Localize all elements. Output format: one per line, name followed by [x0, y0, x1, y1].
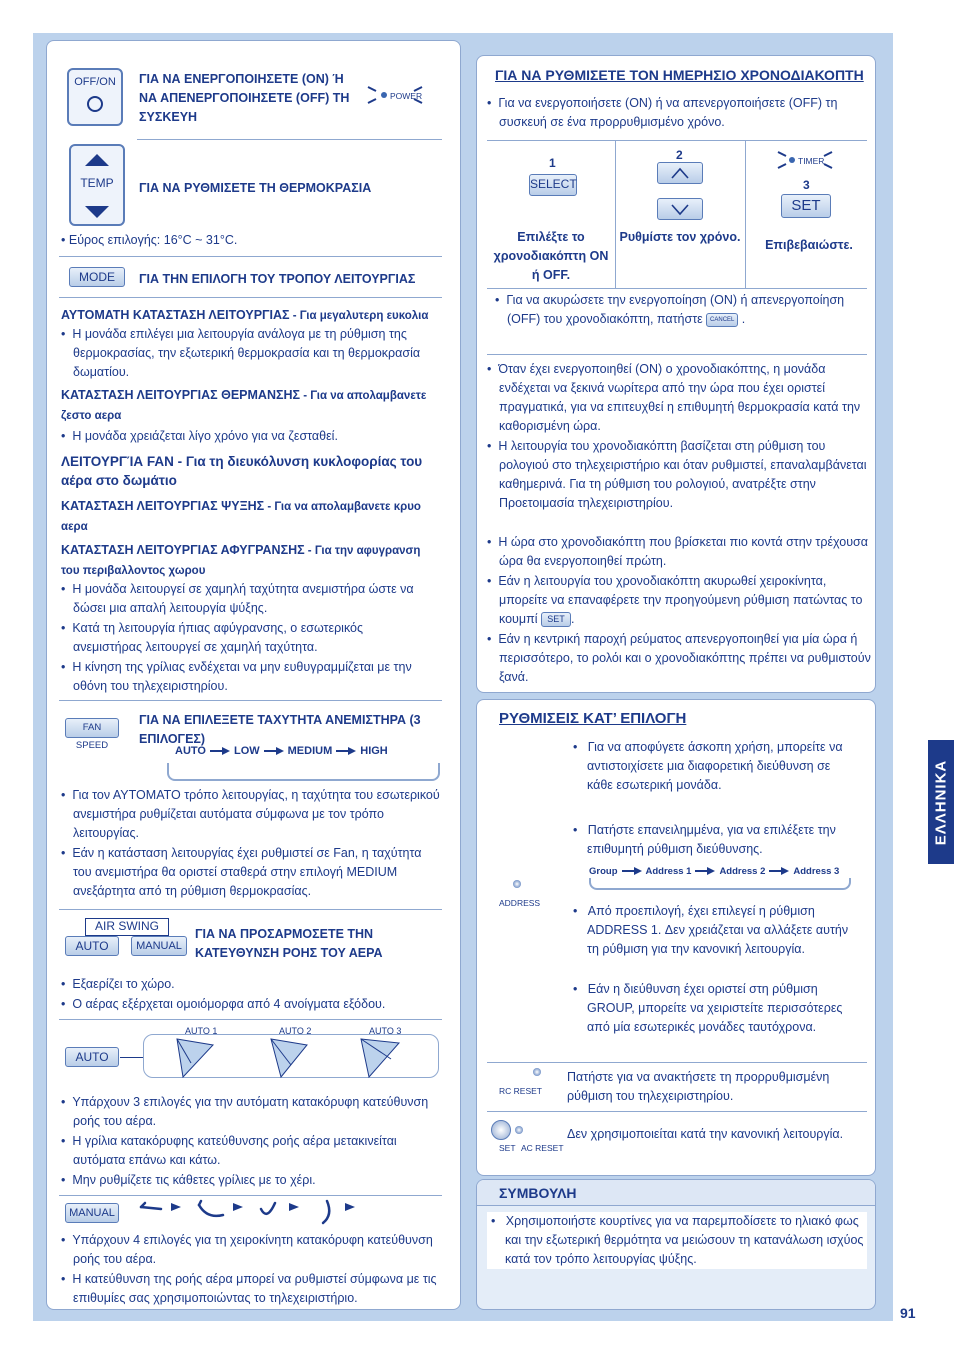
divider	[487, 354, 867, 355]
cool-mode-section: ΚΑΤΑΣΤΑΣΗ ΛΕΙΤΟΥΡΓΙΑΣ ΨΥΞΗΣ - Για να απολαμβανετε κρυο αερα	[61, 499, 421, 533]
address-note-1: • Για να αποφύγετε άσκοπη χρήση, μπορείτε να αντιστοιχίσετε μια διαφορετική διεύθυνση σε κάθε εσωτερική μονάδα.	[573, 740, 843, 792]
heat-mode-section: ΚΑΤΑΣΤΑΣΗ ΛΕΙΤΟΥΡΓΙΑΣ ΘΕΡΜΑΝΣΗΣ - Για να απολαμβανετε ζεστο αερα	[61, 388, 427, 422]
fan-mode-section: ΛΕΙΤΟΥΡΓΊΑ FAN - Για τη διευκόλυνση κυκλοφορίας του αέρα στο δωμάτιο	[61, 454, 423, 488]
divider	[59, 1195, 442, 1196]
ac-reset-button-icon[interactable]	[515, 1126, 523, 1134]
address-note-2: • Πατήστε επανειλημμένα, για να επιλέξετε την επιθυμητή ρύθμιση διεύθυνσης.	[573, 823, 836, 856]
address-sequence: Group Address 1 Address 2 Address 3	[589, 866, 840, 877]
step-3-text: Επιβεβαιώστε.	[765, 238, 853, 252]
air-swing-bullet-1: • Εξαερίζει το χώρο.	[61, 977, 175, 991]
divider	[487, 1062, 867, 1063]
divider	[59, 909, 442, 910]
auto-2-flow-icon	[267, 1037, 315, 1081]
step-2-text: Ρυθμίστε τον χρόνο.	[619, 230, 741, 244]
address-label: ADDRESS	[499, 898, 541, 908]
fan-speed-bullet-2: • Εάν η κατάσταση λειτουργίας έχει ρυθμιστεί σε Fan, η ταχύτητα του ανεμιστήρα θα οριστεί σταθερά στην επιλογή MEDIUM ανεξάρτητα από τη ρύθμιση θερμοκρασίας.	[61, 846, 422, 898]
heat-mode-bullet: • Η μονάδα χρειάζεται λίγο χρόνο για να ζεσταθεί.	[61, 429, 338, 443]
left-column	[46, 40, 461, 1310]
rc-reset-button-icon[interactable]	[533, 1068, 541, 1076]
mode-button[interactable]: MODE	[69, 267, 125, 287]
dry-mode-section: ΚΑΤΑΣΤΑΣΗ ΛΕΙΤΟΥΡΓΙΑΣ ΑΦΥΓΡΑΝΣΗΣ - Για την αφυγρανση του περιβαλλοντος χωρου	[61, 543, 421, 577]
dry-bullet-3: • Η κίνηση της γρίλιας ενδέχεται να μην ευθυγραμμίζεται με την οθόνη του τηλεχειριστηρίου.	[61, 660, 412, 693]
power-label: POWER	[390, 91, 423, 101]
temp-up-icon[interactable]	[85, 154, 109, 166]
temp-button-label: TEMP	[80, 176, 114, 190]
divider	[487, 1111, 867, 1112]
temp-button-frame	[69, 144, 125, 226]
divider	[487, 140, 867, 141]
timer-note-5: • Εάν η κεντρική παροχή ρεύματος απενεργοποιηθεί για μία ώρα ή περισσότερο, το ρολόι και ο χρονοδιακόπτης πρέπει να ρυθμιστούν ξανά.	[487, 632, 871, 684]
power-icon	[87, 96, 103, 112]
manual-swing-bullet-1: • Υπάρχουν 4 επιλογές για τη χειροκίνητη κατακόρυφη κατεύθυνση ροής του αέρα.	[61, 1233, 433, 1266]
set-reset-knob-icon[interactable]	[491, 1120, 511, 1140]
manual-swing-bullet-2: • Η κατεύθυνση της ροής αέρα μπορεί να ρυθμιστεί σύμφωνα με τις επιθυμίες σας χρησιμοποιώντας το τηλεχειριστήριο.	[61, 1272, 437, 1305]
divider	[59, 297, 442, 298]
dry-bullet-2: • Κατά τη λειτουργία ήπιας αφύγρανσης, ο εσωτερικός ανεμιστήρας λειτουργεί σε χαμηλή ταχύτητα.	[61, 621, 364, 654]
address-note-3: • Από προεπιλογή, έχει επιλεγεί η ρύθμιση ADDRESS 1. Δεν χρειάζεται να αλλάξετε αυτήν τη ρύθμιση για την κανονική λειτουργία.	[573, 904, 849, 956]
step-1-number: 1	[549, 156, 556, 170]
air-swing-heading: ΓΙΑ ΝΑ ΠΡΟΣΑΡΜΟΣΕΤΕ ΤΗΝ ΚΑΤΕΥΘΥΝΣΗ ΡΟΗΣ ΤΟΥ ΑΕΡΑ	[195, 927, 383, 960]
manual-swing-positions-icon	[137, 1197, 377, 1225]
dry-bullet-1: • Η μονάδα λειτουργεί σε χαμηλή ταχύτητα ανεμιστήρα ώστε να δώσει μια απαλή λειτουργία ψύξης.	[61, 582, 414, 615]
auto-swing-bullet-3: • Μην ρυθμίζετε τις κάθετες γρίλιες με το χέρι.	[61, 1173, 316, 1187]
auto-swing-bullet-2: • Η γρίλια κατακόρυφης κατεύθυνσης ροής αέρα μετακινείται αυτόματα επάνω και κάτω.	[61, 1134, 397, 1167]
divider	[487, 288, 867, 289]
auto-1-label: AUTO 1	[185, 1026, 218, 1036]
manual-swing-button[interactable]: MANUAL	[65, 1203, 119, 1223]
time-up-button[interactable]	[657, 162, 703, 184]
divider	[745, 140, 746, 288]
divider	[59, 1019, 442, 1020]
onoff-button[interactable]: OFF/ON	[74, 76, 116, 88]
fan-speed-loop	[167, 763, 440, 781]
divider	[59, 700, 442, 701]
select-button[interactable]: SELECT	[529, 174, 577, 196]
temp-range: • Εύρος επιλογής: 16°C ~ 31°C.	[61, 233, 238, 247]
fan-speed-bullet-1: • Για τον ΑΥΤΟΜΑΤΟ τρόπο λειτουργίας, η ταχύτητα του εσωτερικού ανεμιστήρα ρυθμίζεται αυτόματα σύμφωνα με τον τρόπο λειτουργίας.	[61, 788, 440, 840]
temp-down-icon[interactable]	[85, 206, 109, 218]
auto-swing-button[interactable]: AUTO	[65, 1047, 119, 1067]
timer-note-4: • Εάν η λειτουργία του χρονοδιακόπτη ακυρωθεί χειροκίνητα, μπορείτε να επαναφέρετε την προηγούμενη ρύθμιση πατώντας το κουμπί SET .	[487, 574, 863, 626]
auto-mode-bullet: • Η μονάδα επιλέγει μια λειτουργία ανάλογα με τη ρύθμιση της θερμοκρασίας, την εξωτερική θερμοκρασία και τη θερμοκρασία δωματίου.	[61, 327, 421, 379]
tip-section	[476, 1179, 876, 1310]
onoff-heading: ΓΙΑ ΝΑ ΕΝΕΡΓΟΠΟΙΗΣΕΤΕ (ON) Ή ΝΑ ΑΠΕΝΕΡΓΟΠΟΙΗΣΕΤΕ (OFF) ΤΗ ΣΥΣΚΕΥΗ	[139, 72, 350, 124]
air-swing-label: AIR SWING	[85, 918, 169, 936]
divider	[59, 256, 442, 257]
air-swing-bullet-2: • Ο αέρας εξέρχεται ομοιόμορφα από 4 ανοίγματα εξόδου.	[61, 997, 386, 1011]
address-button-icon[interactable]	[513, 880, 521, 888]
connector	[120, 1057, 143, 1058]
timer-note-2: • Η λειτουργία του χρονοδιακόπτη βασίζεται στη ρύθμιση του ρολογιού στο τηλεχειριστήριο και όταν ρυθμιστεί, επαναλαμβάνεται καθημερινά. Για τη ρύθμιση του ρολογιού, ανατρέξτε στην Προετοιμασία τηλεχειριστηρίου.	[487, 439, 867, 510]
optional-heading: ΡΥΘΜΙΣΕΙΣ ΚΑΤ’ ΕΠΙΛΟΓΗ	[499, 710, 687, 727]
set-button-inline[interactable]: SET	[541, 612, 571, 627]
chevron-down-icon	[670, 202, 690, 216]
ac-reset-text: Δεν χρησιμοποιείται κατά την κανονική λειτουργία.	[567, 1127, 844, 1141]
timer-note-3: • Η ώρα στο χρονοδιακόπτη που βρίσκεται πιο κοντά στην τρέχουσα ώρα θα ενεργοποιηθεί πρώτη.	[487, 535, 868, 568]
air-swing-auto-button[interactable]: AUTO	[65, 936, 119, 956]
auto-1-flow-icon	[173, 1037, 221, 1081]
step-1-text: Επιλέξτε το χρονοδιακόπτη ON ή OFF.	[493, 230, 609, 282]
timer-heading: ΓΙΑ ΝΑ ΡΥΘΜΙΣΕΤΕ ΤΟΝ ΗΜΕΡΗΣΙΟ ΧΡΟΝΟΔΙΑΚΟΠΤΗ	[495, 67, 864, 83]
ac-reset-label: AC RESET	[521, 1143, 564, 1153]
tip-heading: ΣΥΜΒΟΥΛΗ	[499, 1185, 577, 1201]
auto-swing-bullet-1: • Υπάρχουν 3 επιλογές για την αυτόματη κατακόρυφη κατεύθυνση ροής του αέρα.	[61, 1095, 429, 1128]
rc-reset-label: RC RESET	[499, 1086, 542, 1096]
auto-3-label: AUTO 3	[369, 1026, 402, 1036]
fan-speed-heading: ΓΙΑ ΝΑ ΕΠΙΛΕΞΕΤΕ ΤΑΧΥΤΗΤΑ ΑΝΕΜΙΣΤΗΡΑ (3 ΕΠΙΛΟΓΕΣ)	[139, 713, 421, 746]
fan-speed-sequence: AUTO LOW MEDIUM HIGH	[175, 745, 388, 757]
set-button[interactable]: SET	[781, 194, 831, 218]
cancel-button[interactable]: CANCEL	[706, 313, 738, 327]
page-background	[33, 33, 893, 1321]
divider	[615, 140, 616, 288]
fan-speed-button[interactable]: FAN SPEED	[65, 718, 119, 738]
divider	[137, 139, 442, 140]
cancel-instruction: • Για να ακυρώσετε την ενεργοποίηση (ON) ή απενεργοποίηση (OFF) του χρονοδιακόπτη, πατήστε CANCEL .	[495, 293, 845, 326]
time-down-button[interactable]	[657, 198, 703, 220]
temp-heading: ΓΙΑ ΝΑ ΡΥΘΜΙΣΕΤΕ ΤΗ ΘΕΡΜΟΚΡΑΣΙΑ	[139, 181, 372, 195]
address-note-4: • Εάν η διεύθυνση έχει οριστεί στη ρύθμιση GROUP, μπορείτε να χειριστείτε περισσότερες από μία εσωτερικές μονάδες ταυτόχρονα.	[573, 982, 843, 1034]
air-swing-manual-button[interactable]: MANUAL	[131, 936, 187, 956]
onoff-button-frame	[67, 68, 123, 126]
timer-label: TIMER	[798, 156, 825, 166]
address-loop	[589, 878, 851, 890]
timer-note-1: • Όταν έχει ενεργοποιηθεί (ON) ο χρονοδιακόπτης, η μονάδα ενδέχεται να ξεκινά νωρίτερα από την ώρα που έχει οριστεί πραγματικά, για να επιτευχθεί η επιθυμητή θερμοκρασία κατά την καθορισμένη ώρα.	[487, 362, 861, 433]
set-label: SET	[499, 1143, 516, 1153]
auto-mode-section: ΑΥΤΟΜΑΤΗ ΚΑΤΑΣΤΑΣΗ ΛΕΙΤΟΥΡΓΙΑΣ - Για μεγαλυτερη ευκολια	[61, 308, 429, 322]
timer-intro: • Για να ενεργοποιήσετε (ON) ή να απενεργοποιήσετε (OFF) τη συσκευή σε ένα προρρυθμισμένο χρόνο.	[487, 96, 838, 129]
mode-heading: ΓΙΑ ΤΗΝ ΕΠΙΛΟΓΗ ΤΟΥ ΤΡΟΠΟΥ ΛΕΙΤΟΥΡΓΙΑΣ	[139, 272, 416, 286]
step-3-number: 3	[803, 178, 810, 192]
tip-text: • Χρησιμοποιήστε κουρτίνες για να παρεμποδίσετε το ηλιακό φως και την εξωτερική θερμότητα να μειώσουν τη κατανάλωση ισχύος κατά τον τρόπο λειτουργίας ψύξης.	[487, 1212, 867, 1269]
optional-settings-section	[476, 699, 876, 1176]
step-2-number: 2	[676, 148, 683, 162]
timer-section	[476, 55, 876, 693]
page-number: 91	[900, 1305, 916, 1321]
auto-3-flow-icon	[357, 1037, 405, 1081]
chevron-up-icon	[670, 166, 690, 180]
rc-reset-text: Πατήστε για να ανακτήσετε τη προρρυθμισμένη ρύθμιση του τηλεχειριστηρίου.	[567, 1070, 830, 1103]
auto-2-label: AUTO 2	[279, 1026, 312, 1036]
language-tab: ΕΛΛΗΝΙΚΑ	[928, 740, 954, 864]
